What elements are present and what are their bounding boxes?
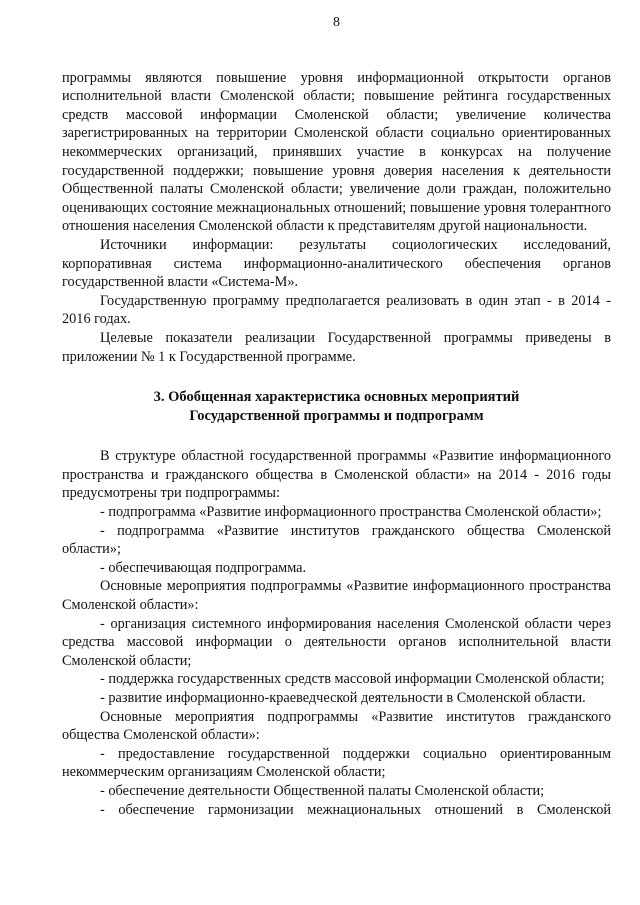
list-item: - развитие информационно-краеведческой деятельности в Смоленской области. [100,690,586,706]
list-item: - подпрограмма «Развитие институтов гражданского общества Смоленской области»; [62,522,611,558]
paragraph-goals: программы являются повышение уровня информационной открытости органов исполнительной власти Смоленской области; повышение рейтинга государственных средств массовой информации Смоленской области; увеличение количества зарегистрированных на территории Смоленской области социально ориентированных некоммерческих организаций, принявших участие в конкурсах на получение государственной поддержки; повышение уровня доверия населения к деятельности Общественной палаты Смоленской области; увеличение доли граждан, положительно оценивающих состояние межнациональных отношений; повышение уровня толерантного отношения населения Смоленской области к представителям другой национальности. [62,69,611,235]
paragraph-indicators: Целевые показатели реализации Государственной программы приведены в приложении № 1 к Государственной программе. [62,329,611,365]
paragraph-sources: Источники информации: результаты социологических исследований, корпоративная система информационно-аналитического обеспечения органов государственной власти «Система-М». [62,236,611,291]
paragraph-structure: В структуре областной государственной программы «Развитие информационного пространства и гражданского общества в Смоленской области» на 2014 - 2016 годы предусмотрены три подпрограммы: [62,448,611,502]
list-item: - обеспечение гармонизации межнациональных отношений в Смоленской [100,801,611,818]
list-item: - поддержка государственных средств массовой информации Смоленской области; [100,671,605,688]
list-item: - обеспечивающая подпрограмма. [100,559,307,576]
paragraph-subprogram1-heading: Основные мероприятия подпрограммы «Развитие информационного пространства Смоленской области»: [62,578,611,614]
paragraph-subprogram2-heading: Основные мероприятия подпрограммы «Развитие институтов гражданского общества Смоленской области»: [62,708,611,744]
section-heading [62,388,611,425]
section-heading-line2: Государственной программы и подпрограмм [189,407,484,424]
page-number: 8 [333,15,340,30]
section-heading-line1: 3. Обобщенная характеристика основных мероприятий [153,389,520,406]
paragraph-stages: Государственную программу предполагается реализовать в один этап - в 2014 - 2016 годах. [62,292,611,328]
list-item: - предоставление государственной поддержки социально ориентированным некоммерческим организациям Смоленской области; [62,745,611,781]
list-item: - подпрограмма «Развитие информационного пространства Смоленской области»; [100,504,602,521]
list-item: - организация системного информирования населения Смоленской области через средства массовой информации о деятельности органов исполнительной власти Смоленской области; [62,615,611,669]
document-page [62,14,611,819]
list-item: - обеспечение деятельности Общественной палаты Смоленской области; [100,782,545,799]
